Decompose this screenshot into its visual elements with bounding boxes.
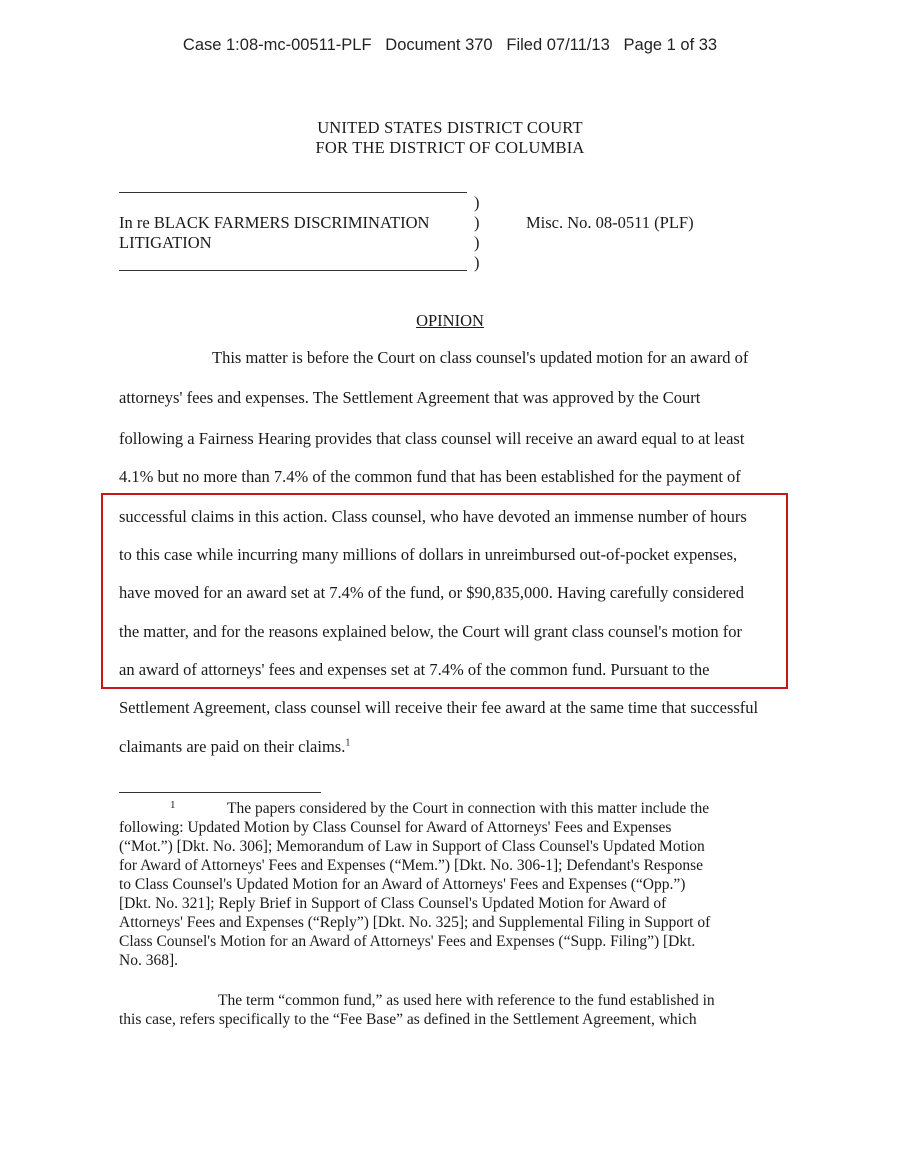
body-line-last xyxy=(119,737,350,757)
filed-date: Filed 07/11/13 xyxy=(506,36,610,54)
caption-paren: ) xyxy=(474,233,480,252)
caption-paren: ) xyxy=(474,193,480,212)
body-line: Settlement Agreement, class counsel will receive their fee award at the same time that successful xyxy=(119,698,759,717)
body-line: 4.1% but no more than 7.4% of the common fund that has been established for the payment of xyxy=(119,467,741,486)
case-caption xyxy=(119,213,464,253)
case-number: Case 1:08-mc-00511-PLF xyxy=(182,36,372,54)
footnote-line: No. 368]. xyxy=(119,952,178,969)
footnote-rule xyxy=(119,792,321,793)
caption-line-1: In re BLACK FARMERS DISCRIMINATION xyxy=(119,213,430,232)
footnote-line: Attorneys' Fees and Expenses (“Reply”) [Dkt. No. 325]; and Supplemental Filing in Support of xyxy=(119,914,711,931)
court-line-1: UNITED STATES DISTRICT COURT xyxy=(317,118,583,137)
highlight-box xyxy=(101,493,788,689)
body-line: This matter is before the Court on class counsel's updated motion for an award of xyxy=(212,348,749,367)
footnote-number: 1 xyxy=(170,799,176,811)
caption-paren: ) xyxy=(474,253,480,272)
caption-line-2: LITIGATION xyxy=(119,233,212,252)
footnote-line: Class Counsel's Motion for an Award of Attorneys' Fees and Expenses (“Supp. Filing”) [Dkt. xyxy=(119,933,696,950)
document-number: Document 370 xyxy=(385,36,493,54)
body-line: an award of attorneys' fees and expenses set at 7.4% of the common fund. Pursuant to the xyxy=(119,660,710,679)
court-line-2: FOR THE DISTRICT OF COLUMBIA xyxy=(315,138,585,157)
page-indicator: Page 1 of 33 xyxy=(623,36,718,54)
caption-rule-top xyxy=(119,192,467,193)
caption-rule-bottom xyxy=(119,270,467,271)
body-line: the matter, and for the reasons explained below, the Court will grant class counsel's motion for xyxy=(119,622,743,641)
body-line: attorneys' fees and expenses. The Settlement Agreement that was approved by the Court xyxy=(119,388,701,407)
footnote-line: to Class Counsel's Updated Motion for an Award of Attorneys' Fees and Expenses (“Opp.”) xyxy=(119,876,686,893)
footnote-line: for Award of Attorneys' Fees and Expenses (“Mem.”) [Dkt. No. 306-1]; Defendant's Response xyxy=(119,857,703,874)
footnote-para2-line: The term “common fund,” as used here with reference to the fund established in xyxy=(218,992,715,1009)
opinion-title: OPINION xyxy=(416,311,484,330)
misc-number: Misc. No. 08-0511 (PLF) xyxy=(526,213,694,232)
body-line: have moved for an award set at 7.4% of the fund, or $90,835,000. Having carefully considered xyxy=(119,583,744,602)
footnote-line: The papers considered by the Court in connection with this matter include the xyxy=(227,800,710,817)
footnote-reference: 1 xyxy=(345,737,351,749)
caption-paren: ) xyxy=(474,213,480,232)
body-line: to this case while incurring many millions of dollars in unreimbursed out-of-pocket expenses, xyxy=(119,545,738,564)
body-line-text: claimants are paid on their claims. xyxy=(119,737,346,756)
body-line: following a Fairness Hearing provides that class counsel will receive an award equal to at least xyxy=(119,429,745,448)
footnote-line: [Dkt. No. 321]; Reply Brief in Support of Class Counsel's Updated Motion for Award of xyxy=(119,895,667,912)
ecf-header xyxy=(0,36,900,55)
footnote-line: following: Updated Motion by Class Counsel for Award of Attorneys' Fees and Expenses xyxy=(119,819,672,836)
footnote-line: (“Mot.”) [Dkt. No. 306]; Memorandum of Law in Support of Class Counsel's Updated Motion xyxy=(119,838,705,855)
body-line: successful claims in this action. Class counsel, who have devoted an immense number of hours xyxy=(119,507,747,526)
court-name xyxy=(0,118,900,158)
footnote-para2-line: this case, refers specifically to the “Fee Base” as defined in the Settlement Agreement, which xyxy=(119,1011,697,1028)
